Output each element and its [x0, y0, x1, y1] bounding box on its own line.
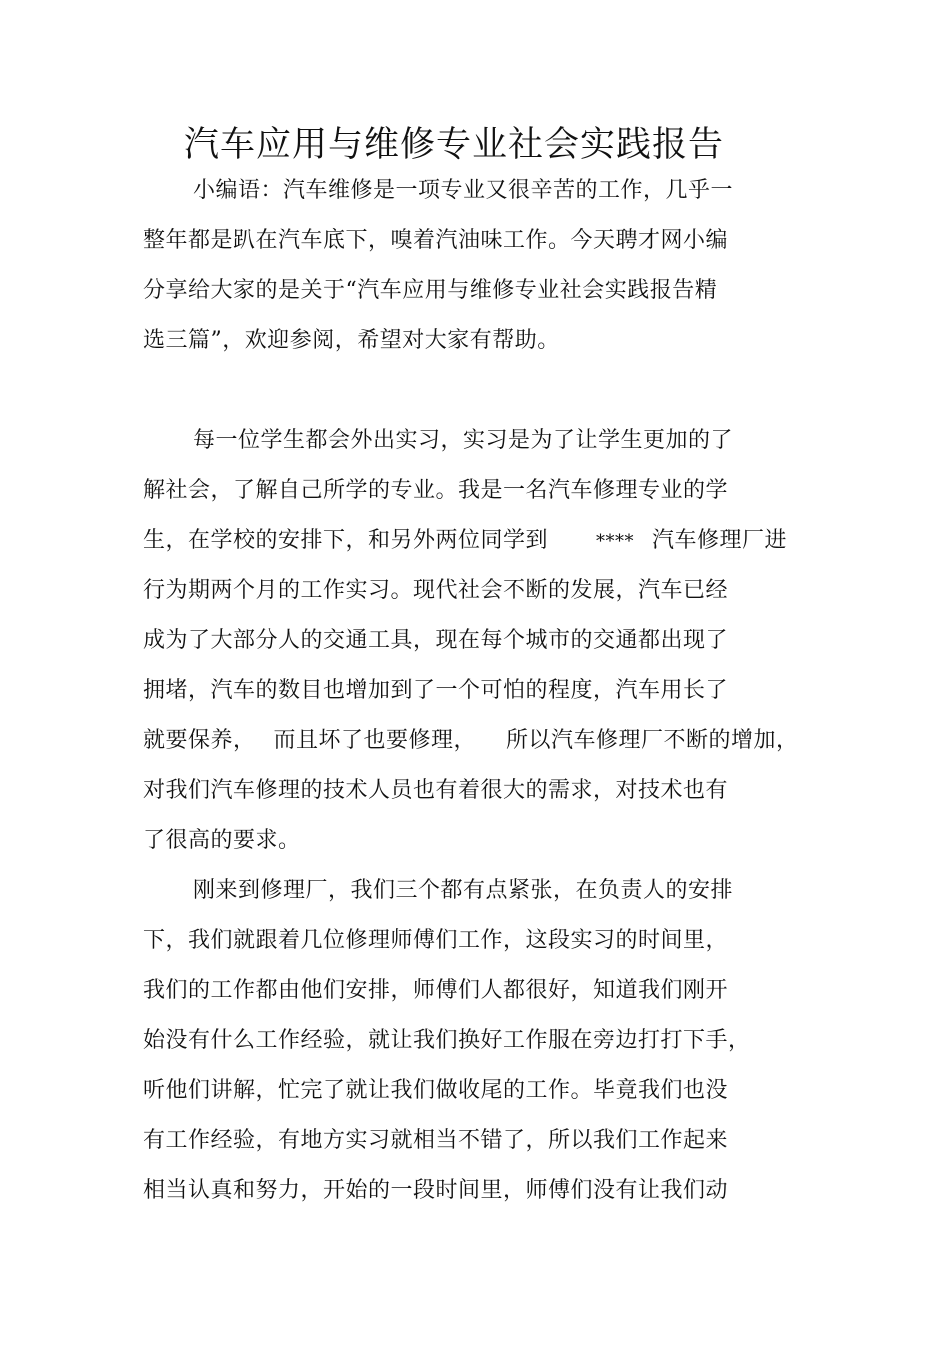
paragraph-line: 成为了大部分人的交通工具，现在每个城市的交通都出现了	[143, 628, 729, 653]
paragraph-line: 我们的工作都由他们安排，师傅们人都很好，知道我们刚开	[143, 978, 729, 1003]
paragraph-line: 刚来到修理厂，我们三个都有点紧张，在负责人的安排	[193, 878, 734, 903]
intro-line: 选三篇”，欢迎参阅，希望对大家有帮助。	[143, 328, 560, 353]
document-title: 汽车应用与维修专业社会实践报告	[183, 125, 724, 165]
paragraph-line: 拥堵，汽车的数目也增加到了一个可怕的程度，汽车用长了	[143, 678, 729, 703]
paragraph-line: 解社会，了解自己所学的专业。我是一名汽车修理专业的学	[143, 478, 729, 503]
paragraph-line-text: 生，在学校的安排下，和另外两位同学到	[143, 528, 549, 553]
paragraph-line	[143, 526, 787, 557]
paragraph-line-text: 汽车修理厂进	[652, 528, 788, 553]
paragraph-line: 了很高的要求。	[143, 828, 301, 853]
paragraph-line: 听他们讲解，忙完了就让我们做收尾的工作。毕竟我们也没	[143, 1078, 729, 1103]
paragraph-line: 对我们汽车修理的技术人员也有着很大的需求，对技术也有	[143, 778, 729, 803]
paragraph-line: 下，我们就跟着几位修理师傅们工作，这段实习的时间里，	[143, 928, 729, 953]
paragraph-line	[143, 726, 799, 756]
paragraph-line: 始没有什么工作经验，就让我们换好工作服在旁边打打下手，	[143, 1028, 751, 1053]
intro-line: 整年都是趴在汽车底下，嗅着汽油味工作。今天聘才网小编	[143, 228, 729, 253]
paragraph-line-text: 所以汽车修理厂不断的增加，	[506, 728, 799, 753]
paragraph-line: 每一位学生都会外出实习，实习是为了让学生更加的了	[193, 428, 734, 453]
intro-line: 分享给大家的是关于“汽车应用与维修专业社会实践报告精	[143, 278, 718, 303]
paragraph-line-text: 就要保养，	[143, 728, 256, 753]
redacted-name: ****	[596, 531, 635, 552]
paragraph-line-text: 而且坏了也要修理，	[273, 728, 477, 753]
paragraph-line: 行为期两个月的工作实习。现代社会不断的发展，汽车已经	[143, 578, 729, 603]
paragraph-line: 有工作经验，有地方实习就相当不错了，所以我们工作起来	[143, 1128, 729, 1153]
intro-line: 小编语：汽车维修是一项专业又很辛苦的工作，几乎一	[193, 178, 734, 203]
paragraph-line: 相当认真和努力，开始的一段时间里，师傅们没有让我们动	[143, 1178, 729, 1203]
